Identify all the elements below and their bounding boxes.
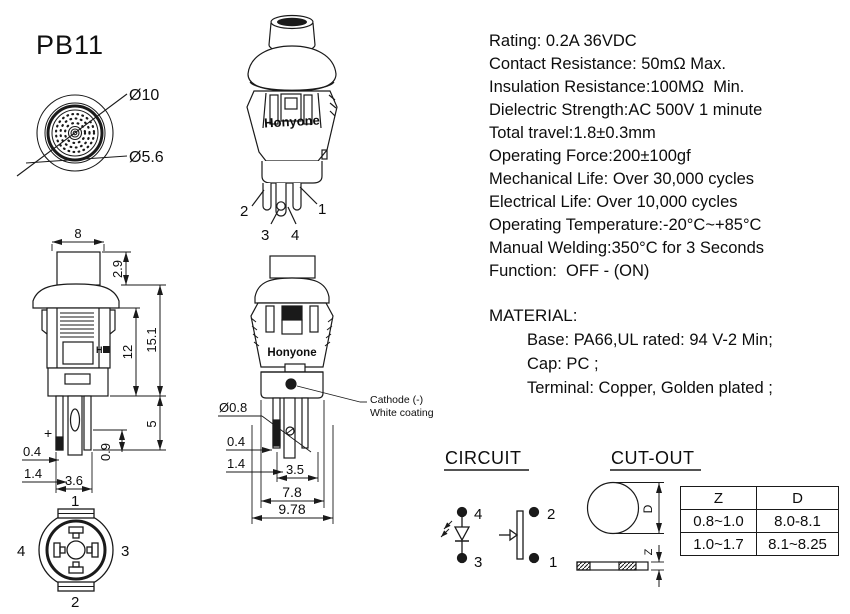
spec-electrical-life: Electrical Life: Over 10,000 cycles	[489, 193, 738, 211]
front-view-drawing	[22, 226, 166, 493]
cathode-note-line1: Cathode (-)	[370, 394, 424, 406]
cathode-note-line2: White coating	[370, 407, 434, 419]
pin2-callout: 2	[240, 203, 249, 220]
circuit-pin1-label: 1	[549, 554, 558, 571]
inner-diameter-label: Ø5.6	[129, 149, 164, 166]
side-view-drawing	[218, 256, 434, 524]
pin3-callout: 3	[261, 227, 270, 244]
cutout-z-dim-label: Z	[643, 548, 655, 556]
bottom-pin2-label: 2	[71, 594, 80, 611]
dim-body-width: 7.8	[282, 484, 302, 500]
brand-logo-text: Honyone	[263, 112, 321, 131]
outer-diameter-label: Ø10	[129, 87, 160, 104]
spec-rating: Rating: 0.2A 36VDC	[489, 32, 637, 50]
dim-pin-spacing: 3.6	[64, 473, 84, 488]
top-view-drawing	[17, 87, 164, 176]
specifications-block	[489, 30, 764, 283]
bottom-pin4-label: 4	[17, 543, 26, 560]
material-base: Base: PA66,UL rated: 94 V-2 Min;	[527, 331, 773, 349]
dim-side-pin-width: 1.4	[227, 456, 246, 471]
cutout-table-row	[681, 510, 839, 533]
spec-mechanical-life: Mechanical Life: Over 30,000 cycles	[489, 170, 755, 188]
circuit-pin2-label: 2	[547, 506, 556, 523]
front-brand-fragment: H	[96, 345, 103, 355]
material-cap: Cap: PC ;	[527, 355, 599, 373]
dim-pin-width: 1.4	[24, 466, 43, 481]
dim-pin-offset: 0.9	[98, 442, 113, 462]
circuit-pin4-label: 4	[474, 506, 483, 523]
cutout-title: CUT-OUT	[611, 448, 695, 468]
bottom-view-drawing	[17, 493, 129, 611]
dim-hole-dia: Ø0.8	[219, 400, 248, 415]
cutout-d-dim-label: D	[641, 504, 655, 514]
spec-contact-resistance: Contact Resistance: 50mΩ Max.	[489, 55, 727, 73]
cutout-table-col-d: D	[757, 487, 839, 510]
dim-flange-width: 9.78	[278, 501, 306, 517]
bottom-pin3-label: 3	[121, 543, 130, 560]
dim-side-pin-thickness: 0.4	[227, 434, 246, 449]
cutout-d-range-1: 8.0-8.1	[757, 510, 839, 533]
material-heading: MATERIAL:	[489, 306, 578, 325]
cutout-table-col-z: Z	[681, 487, 757, 510]
spec-manual-welding: Manual Welding:350°C for 3 Seconds	[489, 239, 765, 257]
circuit-pin3-label: 3	[474, 554, 483, 571]
spec-operating-force: Operating Force:200±100gf	[489, 147, 691, 165]
circuit-diagram	[441, 448, 557, 571]
dim-total-height: 15.1	[144, 327, 159, 353]
leader-inner-dia	[26, 156, 127, 163]
circuit-title: CIRCUIT	[445, 448, 522, 468]
cutout-z-range-2: 1.0~1.7	[681, 533, 757, 556]
spec-operating-temperature: Operating Temperature:-20°C~+85°C	[489, 216, 762, 234]
dim-side-pin-spacing: 3.5	[285, 462, 305, 477]
side-brand-logo-text: Honyone	[267, 347, 317, 359]
pin4-callout: 4	[291, 227, 300, 244]
pin1-callout: 1	[318, 201, 327, 218]
polarity-mark: +	[44, 425, 53, 441]
perspective-view-drawing	[240, 16, 337, 245]
dim-width: 8	[74, 226, 82, 241]
material-terminal: Terminal: Copper, Golden plated ;	[527, 379, 773, 397]
dim-cap-height: 2.9	[110, 259, 125, 279]
part-number-title: PB11	[36, 30, 105, 60]
spec-dielectric-strength: Dielectric Strength:AC 500V 1 minute	[489, 101, 763, 119]
cutout-z-range-1: 0.8~1.0	[681, 510, 757, 533]
spec-total-travel: Total travel:1.8±0.3mm	[489, 124, 656, 142]
dim-body-height: 12	[120, 344, 135, 360]
spec-function: Function: OFF - (ON)	[489, 262, 650, 280]
cutout-table-row	[681, 533, 839, 556]
cutout-d-range-2: 8.1~8.25	[757, 533, 839, 556]
bottom-pin1-label: 1	[71, 493, 80, 510]
cutout-table-header-row	[681, 487, 839, 510]
material-block	[489, 304, 773, 400]
spec-insulation-resistance: Insulation Resistance:100MΩ Min.	[489, 78, 745, 96]
cutout-table	[680, 486, 839, 556]
dim-pin-length: 5	[144, 420, 159, 428]
dim-pin-thickness: 0.4	[23, 444, 42, 459]
